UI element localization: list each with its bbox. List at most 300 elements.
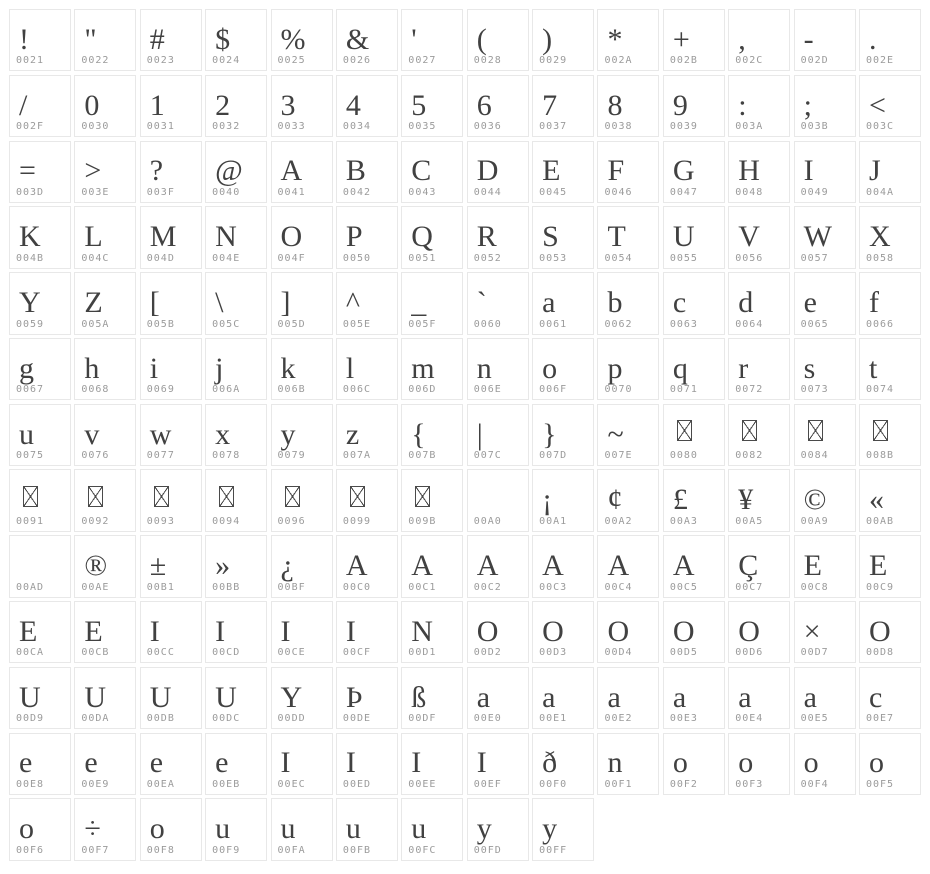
glyph-cell bbox=[205, 733, 267, 795]
codepoint-label: 00FC bbox=[408, 844, 437, 856]
codepoint-label: 0092 bbox=[81, 515, 110, 527]
glyph: U bbox=[672, 220, 695, 254]
codepoint-label: 00ED bbox=[342, 778, 372, 790]
glyph: I bbox=[280, 746, 291, 780]
codepoint-label: 0093 bbox=[146, 515, 175, 527]
glyph-cell bbox=[336, 601, 398, 663]
glyph: ß bbox=[411, 680, 427, 714]
codepoint-label: 003F bbox=[146, 186, 175, 198]
codepoint-label: 00FA bbox=[277, 844, 306, 856]
codepoint-label: 00AD bbox=[16, 581, 45, 593]
glyph-cell bbox=[794, 338, 856, 400]
glyph: I bbox=[280, 614, 291, 648]
glyph: $ bbox=[215, 22, 231, 56]
glyph: _ bbox=[411, 286, 427, 320]
glyph: e bbox=[215, 746, 229, 780]
glyph-cell bbox=[140, 469, 202, 531]
glyph: O bbox=[607, 614, 630, 648]
codepoint-label: 0073 bbox=[800, 384, 829, 396]
glyph: d bbox=[738, 286, 754, 320]
character-map-grid bbox=[9, 9, 921, 861]
glyph: o bbox=[738, 746, 754, 780]
glyph-cell bbox=[597, 535, 659, 597]
glyph-cell bbox=[532, 535, 594, 597]
codepoint-label: 0045 bbox=[539, 186, 568, 198]
codepoint-label: 00E3 bbox=[669, 713, 698, 725]
glyph-cell bbox=[205, 272, 267, 334]
codepoint-label: 0096 bbox=[277, 515, 306, 527]
codepoint-label: 00E9 bbox=[81, 778, 110, 790]
codepoint-label: 0040 bbox=[212, 186, 241, 198]
codepoint-label: 0026 bbox=[342, 55, 372, 67]
codepoint-label: 0044 bbox=[473, 186, 502, 198]
codepoint-label: 00E7 bbox=[866, 713, 895, 725]
glyph-cell bbox=[728, 404, 790, 466]
codepoint-label: 0051 bbox=[408, 252, 437, 264]
codepoint-label: 00F0 bbox=[539, 778, 568, 790]
glyph: C bbox=[411, 154, 432, 188]
codepoint-label: 00F8 bbox=[146, 844, 175, 856]
codepoint-label: 0082 bbox=[735, 450, 764, 462]
codepoint-label: 0067 bbox=[16, 384, 45, 396]
codepoint-label: 00DC bbox=[212, 713, 241, 725]
codepoint-label: 007D bbox=[539, 450, 568, 462]
codepoint-label: 005F bbox=[408, 318, 437, 330]
codepoint-label: 0060 bbox=[473, 318, 502, 330]
codepoint-label: 00EA bbox=[146, 778, 175, 790]
codepoint-label: 002C bbox=[735, 55, 764, 67]
glyph-cell bbox=[859, 601, 921, 663]
glyph-cell bbox=[271, 404, 333, 466]
glyph: o bbox=[803, 746, 819, 780]
glyph: \ bbox=[215, 286, 224, 320]
glyph-cell bbox=[532, 733, 594, 795]
glyph-cell bbox=[467, 733, 529, 795]
glyph-cell bbox=[597, 206, 659, 268]
codepoint-label: 00C2 bbox=[473, 581, 502, 593]
glyph: x bbox=[215, 417, 231, 451]
glyph-cell bbox=[728, 206, 790, 268]
glyph-cell bbox=[74, 469, 136, 531]
glyph: I bbox=[149, 614, 160, 648]
codepoint-label: 00D3 bbox=[539, 647, 568, 659]
glyph-cell bbox=[271, 667, 333, 729]
glyph: @ bbox=[215, 154, 243, 188]
codepoint-label: 005E bbox=[342, 318, 372, 330]
glyph: k bbox=[280, 351, 296, 385]
codepoint-label: 00DB bbox=[146, 713, 175, 725]
glyph: m bbox=[411, 351, 435, 385]
glyph: : bbox=[738, 88, 747, 122]
codepoint-label: 0070 bbox=[604, 384, 633, 396]
codepoint-label: 00CB bbox=[81, 647, 110, 659]
glyph-cell bbox=[467, 338, 529, 400]
glyph: h bbox=[84, 351, 100, 385]
glyph-cell bbox=[271, 75, 333, 137]
codepoint-label: 002A bbox=[604, 55, 633, 67]
glyph: q bbox=[672, 351, 688, 385]
glyph: f bbox=[869, 286, 879, 320]
codepoint-label: 00BF bbox=[277, 581, 306, 593]
glyph-cell bbox=[532, 75, 594, 137]
glyph: l bbox=[345, 351, 355, 385]
codepoint-label: 0036 bbox=[473, 121, 502, 133]
glyph-cell bbox=[859, 9, 921, 71]
codepoint-label: 005A bbox=[81, 318, 110, 330]
glyph: y bbox=[542, 812, 558, 846]
codepoint-label: 0033 bbox=[277, 121, 306, 133]
codepoint-label: 007E bbox=[604, 450, 633, 462]
codepoint-label: 0041 bbox=[277, 186, 306, 198]
glyph-cell bbox=[728, 733, 790, 795]
glyph-cell bbox=[859, 141, 921, 203]
codepoint-label: 0058 bbox=[866, 252, 895, 264]
glyph-cell bbox=[9, 338, 71, 400]
glyph-cell bbox=[728, 667, 790, 729]
glyph-cell bbox=[140, 272, 202, 334]
glyph: I bbox=[411, 746, 422, 780]
glyph-cell bbox=[597, 272, 659, 334]
glyph-cell bbox=[728, 338, 790, 400]
glyph-cell bbox=[9, 206, 71, 268]
codepoint-label: 0061 bbox=[539, 318, 568, 330]
codepoint-label: 004C bbox=[81, 252, 110, 264]
glyph-cell bbox=[74, 667, 136, 729]
glyph: e bbox=[84, 746, 98, 780]
codepoint-label: 00E0 bbox=[473, 713, 502, 725]
glyph: ! bbox=[19, 22, 29, 56]
codepoint-label: 006D bbox=[408, 384, 437, 396]
glyph-cell bbox=[467, 601, 529, 663]
codepoint-label: 006F bbox=[539, 384, 568, 396]
glyph: U bbox=[215, 680, 237, 714]
codepoint-label: 0072 bbox=[735, 384, 764, 396]
glyph: a bbox=[542, 680, 556, 714]
glyph: ® bbox=[84, 549, 108, 583]
codepoint-label: 00D1 bbox=[408, 647, 437, 659]
glyph: O bbox=[738, 614, 760, 648]
codepoint-label: 00DE bbox=[342, 713, 372, 725]
glyph-cell bbox=[205, 141, 267, 203]
glyph: c bbox=[869, 680, 883, 714]
glyph: y bbox=[280, 417, 296, 451]
glyph-cell bbox=[401, 601, 463, 663]
glyph: & bbox=[345, 22, 370, 56]
glyph: * bbox=[607, 22, 623, 56]
glyph-cell bbox=[336, 338, 398, 400]
glyph: u bbox=[280, 812, 296, 846]
glyph: y bbox=[476, 812, 492, 846]
glyph: ^ bbox=[345, 286, 360, 320]
glyph-cell bbox=[140, 9, 202, 71]
codepoint-label: 0055 bbox=[669, 252, 698, 264]
codepoint-label: 00AE bbox=[81, 581, 110, 593]
glyph-cell bbox=[9, 272, 71, 334]
codepoint-label: 00D2 bbox=[473, 647, 502, 659]
glyph: e bbox=[19, 746, 33, 780]
glyph: O bbox=[869, 614, 891, 648]
glyph: { bbox=[411, 417, 426, 451]
glyph-cell bbox=[859, 206, 921, 268]
codepoint-label: 0047 bbox=[669, 186, 698, 198]
glyph: o bbox=[19, 812, 34, 846]
glyph-cell bbox=[663, 469, 725, 531]
codepoint-label: 004F bbox=[277, 252, 306, 264]
codepoint-label: 00C5 bbox=[669, 581, 698, 593]
codepoint-label: 00C7 bbox=[735, 581, 764, 593]
codepoint-label: 00FB bbox=[342, 844, 372, 856]
glyph-cell bbox=[205, 338, 267, 400]
glyph: . bbox=[869, 22, 877, 56]
glyph-cell bbox=[794, 206, 856, 268]
codepoint-label: 006A bbox=[212, 384, 241, 396]
glyph: o bbox=[869, 746, 884, 780]
glyph: Y bbox=[280, 680, 303, 714]
glyph: a bbox=[738, 680, 752, 714]
codepoint-label: 00EF bbox=[473, 778, 502, 790]
codepoint-label: 00FD bbox=[473, 844, 502, 856]
glyph: U bbox=[19, 680, 41, 714]
glyph-cell bbox=[74, 272, 136, 334]
codepoint-label: 004B bbox=[16, 252, 45, 264]
codepoint-label: 004E bbox=[212, 252, 241, 264]
codepoint-label: 0053 bbox=[539, 252, 568, 264]
glyph-cell bbox=[9, 141, 71, 203]
glyph-cell bbox=[532, 141, 594, 203]
glyph-cell bbox=[467, 9, 529, 71]
glyph-cell bbox=[401, 206, 463, 268]
glyph-cell bbox=[140, 338, 202, 400]
codepoint-label: 006E bbox=[473, 384, 502, 396]
glyph: j bbox=[215, 351, 224, 385]
codepoint-label: 003B bbox=[800, 121, 829, 133]
codepoint-label: 0052 bbox=[473, 252, 502, 264]
glyph-cell bbox=[532, 601, 594, 663]
codepoint-label: 0076 bbox=[81, 450, 110, 462]
glyph: 0 bbox=[84, 88, 100, 122]
codepoint-label: 00EE bbox=[408, 778, 437, 790]
codepoint-label: 00C3 bbox=[539, 581, 568, 593]
glyph: O bbox=[542, 614, 564, 648]
glyph: a bbox=[672, 680, 687, 714]
notdef-box-icon bbox=[88, 486, 103, 507]
codepoint-label: 00D6 bbox=[735, 647, 764, 659]
glyph: U bbox=[149, 680, 172, 714]
glyph: - bbox=[803, 22, 814, 56]
glyph: M bbox=[149, 220, 177, 254]
glyph: e bbox=[149, 746, 164, 780]
glyph-cell bbox=[271, 272, 333, 334]
glyph: ~ bbox=[607, 417, 624, 451]
glyph-cell bbox=[663, 404, 725, 466]
glyph-cell bbox=[401, 535, 463, 597]
glyph-cell bbox=[401, 338, 463, 400]
glyph: p bbox=[607, 351, 623, 385]
codepoint-label: 006C bbox=[342, 384, 372, 396]
glyph-cell bbox=[794, 9, 856, 71]
notdef-box-icon bbox=[677, 420, 692, 441]
glyph-cell bbox=[140, 601, 202, 663]
codepoint-label: 0024 bbox=[212, 55, 241, 67]
codepoint-label: 0065 bbox=[800, 318, 829, 330]
codepoint-label: 00CE bbox=[277, 647, 306, 659]
glyph: F bbox=[607, 154, 625, 188]
codepoint-label: 00AB bbox=[866, 515, 895, 527]
glyph: Q bbox=[411, 220, 433, 254]
glyph-cell bbox=[663, 733, 725, 795]
glyph: X bbox=[869, 220, 891, 254]
glyph-cell bbox=[597, 141, 659, 203]
codepoint-label: 004D bbox=[146, 252, 175, 264]
glyph: 8 bbox=[607, 88, 623, 122]
glyph-cell bbox=[271, 469, 333, 531]
glyph-cell bbox=[859, 667, 921, 729]
glyph: u bbox=[215, 812, 231, 846]
codepoint-label: 0043 bbox=[408, 186, 437, 198]
glyph: 1 bbox=[149, 88, 165, 122]
glyph: 3 bbox=[280, 88, 296, 122]
glyph: w bbox=[149, 417, 172, 451]
glyph-cell bbox=[140, 404, 202, 466]
glyph-cell bbox=[467, 272, 529, 334]
glyph: Z bbox=[84, 286, 103, 320]
codepoint-label: 0046 bbox=[604, 186, 633, 198]
glyph: G bbox=[672, 154, 695, 188]
codepoint-label: 0032 bbox=[212, 121, 241, 133]
glyph-cell bbox=[336, 667, 398, 729]
glyph-cell bbox=[467, 206, 529, 268]
glyph: E bbox=[542, 154, 561, 188]
glyph: I bbox=[803, 154, 814, 188]
glyph-cell bbox=[467, 75, 529, 137]
glyph: e bbox=[803, 286, 817, 320]
glyph: « bbox=[869, 483, 884, 517]
glyph: , bbox=[738, 22, 746, 56]
glyph-cell bbox=[401, 75, 463, 137]
codepoint-label: 0094 bbox=[212, 515, 241, 527]
glyph-cell bbox=[74, 733, 136, 795]
glyph-cell bbox=[9, 601, 71, 663]
codepoint-label: 0037 bbox=[539, 121, 568, 133]
notdef-box-icon bbox=[873, 420, 888, 441]
codepoint-label: 0071 bbox=[669, 384, 698, 396]
codepoint-label: 007B bbox=[408, 450, 437, 462]
codepoint-label: 0064 bbox=[735, 318, 764, 330]
codepoint-label: 007A bbox=[342, 450, 372, 462]
glyph-cell bbox=[728, 469, 790, 531]
codepoint-label: 0022 bbox=[81, 55, 110, 67]
glyph-cell bbox=[9, 469, 71, 531]
glyph-cell bbox=[663, 141, 725, 203]
glyph: E bbox=[803, 549, 822, 583]
glyph-cell bbox=[728, 601, 790, 663]
glyph: u bbox=[345, 812, 361, 846]
glyph-cell bbox=[467, 141, 529, 203]
glyph-cell bbox=[728, 75, 790, 137]
glyph-cell bbox=[205, 667, 267, 729]
glyph-cell bbox=[336, 798, 398, 860]
codepoint-label: 00DF bbox=[408, 713, 437, 725]
glyph-cell bbox=[859, 733, 921, 795]
codepoint-label: 00D9 bbox=[16, 713, 45, 725]
codepoint-label: 0078 bbox=[212, 450, 241, 462]
glyph: ` bbox=[476, 286, 487, 320]
glyph: o bbox=[149, 812, 165, 846]
glyph-cell bbox=[336, 272, 398, 334]
glyph-cell bbox=[663, 601, 725, 663]
glyph: × bbox=[803, 614, 821, 648]
glyph: ( bbox=[476, 22, 487, 56]
glyph: V bbox=[738, 220, 760, 254]
glyph: 6 bbox=[476, 88, 492, 122]
codepoint-label: 00FF bbox=[539, 844, 568, 856]
codepoint-label: 007C bbox=[473, 450, 502, 462]
glyph-cell bbox=[532, 404, 594, 466]
codepoint-label: 00A3 bbox=[669, 515, 698, 527]
codepoint-label: 0048 bbox=[735, 186, 764, 198]
glyph: P bbox=[345, 220, 363, 254]
glyph: £ bbox=[672, 483, 688, 517]
codepoint-label: 002B bbox=[669, 55, 698, 67]
glyph-cell bbox=[271, 206, 333, 268]
glyph-cell bbox=[401, 272, 463, 334]
glyph-cell bbox=[74, 404, 136, 466]
codepoint-label: 00E8 bbox=[16, 778, 45, 790]
glyph: E bbox=[84, 614, 103, 648]
glyph: ¥ bbox=[738, 483, 754, 517]
glyph-cell bbox=[532, 667, 594, 729]
glyph-cell bbox=[859, 272, 921, 334]
glyph: 7 bbox=[542, 88, 558, 122]
codepoint-label: 0084 bbox=[800, 450, 829, 462]
codepoint-label: 0079 bbox=[277, 450, 306, 462]
glyph: N bbox=[411, 614, 433, 648]
glyph-cell bbox=[728, 141, 790, 203]
codepoint-label: 0034 bbox=[342, 121, 372, 133]
codepoint-label: 00F3 bbox=[735, 778, 764, 790]
glyph-cell bbox=[140, 75, 202, 137]
glyph: [ bbox=[149, 286, 160, 320]
glyph: a bbox=[542, 286, 556, 320]
glyph: E bbox=[19, 614, 38, 648]
glyph-cell bbox=[74, 798, 136, 860]
glyph-cell bbox=[728, 9, 790, 71]
codepoint-label: 00A5 bbox=[735, 515, 764, 527]
glyph-cell bbox=[336, 404, 398, 466]
codepoint-label: 00F5 bbox=[866, 778, 895, 790]
codepoint-label: 0029 bbox=[539, 55, 568, 67]
glyph: A bbox=[607, 549, 630, 583]
glyph: u bbox=[411, 812, 427, 846]
glyph: B bbox=[345, 154, 366, 188]
glyph-cell bbox=[467, 798, 529, 860]
glyph-cell bbox=[271, 141, 333, 203]
codepoint-label: 00CD bbox=[212, 647, 241, 659]
codepoint-label: 00E5 bbox=[800, 713, 829, 725]
glyph: I bbox=[345, 746, 356, 780]
glyph-cell bbox=[205, 404, 267, 466]
glyph-cell bbox=[205, 75, 267, 137]
glyph: A bbox=[411, 549, 433, 583]
glyph-cell bbox=[140, 206, 202, 268]
glyph-cell bbox=[663, 206, 725, 268]
glyph: > bbox=[84, 154, 102, 188]
codepoint-label: 00DD bbox=[277, 713, 306, 725]
glyph: © bbox=[803, 483, 827, 517]
glyph: v bbox=[84, 417, 100, 451]
glyph-cell bbox=[597, 601, 659, 663]
glyph: 2 bbox=[215, 88, 231, 122]
